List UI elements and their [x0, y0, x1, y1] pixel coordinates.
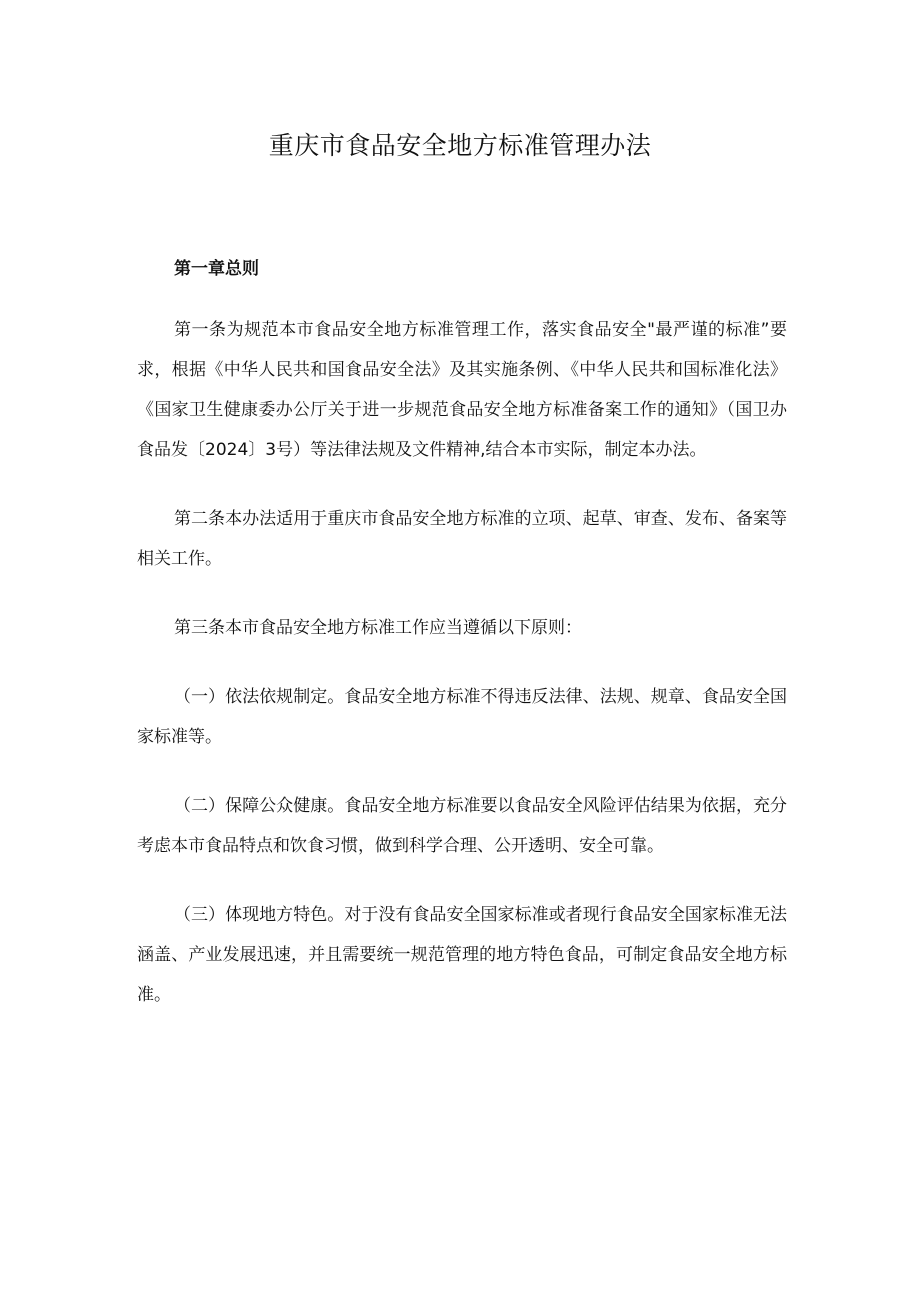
chapter-heading: 第一章总则 — [174, 259, 259, 279]
article-2-paragraph: 第二条本办法适用于重庆市食品安全地方标准的立项、起草、审查、发布、备案等相关工作。 — [137, 509, 787, 569]
article-1-paragraph: 第一条为规范本市食品安全地方标准管理工作，落实食品安全"最严谨的标准”要求，根据《中华人民共和国食品安全法》及其实施条例、《中华人民共和国标准化法》《国家卫生健康委办公厅关于进一步规范食品安全地方标准备案工作的通知》（国卫办食品发〔2024〕3号）等法律法规及文件精神,结合本市实际，制定本办法。 — [137, 320, 787, 460]
article-3-paragraph: 第三条本市食品安全地方标准工作应当遵循以下原则： — [174, 618, 582, 638]
principle-2-paragraph: （二）保障公众健康。食品安全地方标准要以食品安全风险评估结果为依据，充分考虑本市食品特点和饮食习惯，做到科学合理、公开透明、安全可靠。 — [137, 796, 787, 856]
document-title: 重庆市食品安全地方标准管理办法 — [268, 131, 652, 160]
principle-3-paragraph: （三）体现地方特色。对于没有食品安全国家标准或者现行食品安全国家标准无法涵盖、产业发展迅速，并且需要统一规范管理的地方特色食品，可制定食品安全地方标准。 — [137, 905, 787, 1005]
principle-1-paragraph: （一）依法依规制定。食品安全地方标准不得违反法律、法规、规章、食品安全国家标准等。 — [137, 687, 787, 747]
document-body — [137, 255, 787, 1015]
